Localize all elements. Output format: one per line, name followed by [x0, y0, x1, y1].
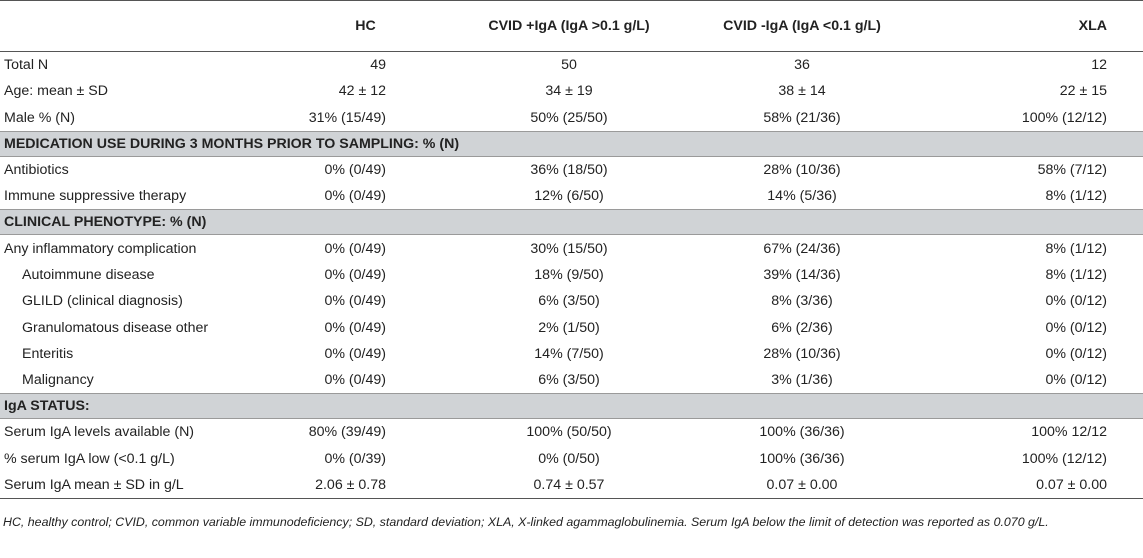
- table-row: [0, 367, 1143, 394]
- row-label: % serum IgA low (<0.1 g/L): [4, 450, 175, 467]
- row-label: Male % (N): [4, 109, 75, 126]
- cell-cvid-plus: 14% (7/50): [534, 345, 604, 362]
- cell-cvid-minus: 38 ± 14: [778, 83, 826, 100]
- section-title: MEDICATION USE DURING 3 MONTHS PRIOR TO SAMPLING: % (N): [0, 131, 1143, 156]
- cell-cvid-plus: 36% (18/50): [530, 162, 608, 179]
- cell-hc: 31% (15/49): [308, 109, 386, 126]
- section-header-clinical: [0, 210, 1143, 235]
- cell-cvid-plus: 6% (3/50): [538, 293, 600, 310]
- row-label: Granulomatous disease other: [22, 319, 209, 336]
- cell-cvid-minus: 36: [794, 57, 810, 74]
- cell-xla: 12: [1091, 57, 1107, 74]
- cell-cvid-plus: 0% (0/50): [538, 450, 600, 467]
- cell-cvid-plus: 6% (3/50): [538, 372, 600, 389]
- cell-cvid-plus: 2% (1/50): [538, 319, 600, 336]
- cell-hc: 0% (0/49): [324, 266, 386, 283]
- header-row: [0, 1, 1143, 52]
- cell-xla: 8% (1/12): [1045, 266, 1107, 283]
- table-row: [0, 314, 1143, 340]
- cell-cvid-minus: 0.07 ± 0.00: [679, 472, 925, 499]
- row-label: Enteritis: [22, 345, 74, 362]
- cell-xla: 0.07 ± 0.00: [925, 472, 1143, 499]
- header-cvid-plus-iga: CVID +IgA (IgA >0.1 g/L): [459, 1, 679, 52]
- table-row: [0, 156, 1143, 183]
- cell-cvid-plus: 34 ± 19: [545, 83, 593, 100]
- cell-cvid-plus: 0.74 ± 0.57: [459, 472, 679, 499]
- cell-cvid-minus: 28% (10/36): [763, 162, 841, 179]
- cell-cvid-minus: 39% (14/36): [763, 266, 841, 283]
- table-footnote: HC, healthy control; CVID, common variable immunodeficiency; SD, standard deviation; XLA, X-linked agammaglobulinemia. Serum IgA below the limit of detection was reported as 0.070 g/L.: [3, 515, 1049, 529]
- row-label: Total N: [4, 57, 49, 74]
- table-row: [0, 105, 1143, 132]
- cell-cvid-minus: 58% (21/36): [763, 109, 841, 126]
- header-hc: HC: [272, 1, 459, 52]
- cell-cvid-plus: 12% (6/50): [534, 188, 604, 205]
- cell-hc: 0% (0/49): [324, 293, 386, 310]
- cell-xla: 8% (1/12): [1045, 188, 1107, 205]
- cell-xla: 100% (12/12): [1021, 450, 1107, 467]
- table-row: [0, 419, 1143, 446]
- cell-cvid-plus: 50% (25/50): [530, 109, 608, 126]
- table-row: [0, 235, 1143, 262]
- cell-xla: 0% (0/12): [1045, 293, 1107, 310]
- cell-cvid-plus: 100% (50/50): [526, 424, 612, 441]
- row-label: Immune suppressive therapy: [4, 188, 187, 205]
- table-row: [0, 288, 1143, 314]
- cell-cvid-minus: 3% (1/36): [771, 372, 833, 389]
- header-blank: [0, 1, 272, 52]
- table-row: [0, 341, 1143, 367]
- row-label: Malignancy: [22, 372, 94, 389]
- row-label: Serum IgA levels available (N): [4, 424, 195, 441]
- row-label: Age: mean ± SD: [4, 83, 108, 100]
- row-label: Antibiotics: [4, 162, 69, 179]
- cell-xla: 0% (0/12): [1045, 372, 1107, 389]
- cell-cvid-plus: 50: [561, 57, 577, 74]
- cell-xla: 100% (12/12): [1021, 109, 1107, 126]
- cell-xla: 0% (0/12): [1045, 345, 1107, 362]
- table-row: [0, 446, 1143, 472]
- cell-hc: 0% (0/49): [324, 240, 386, 257]
- cell-cvid-minus: 8% (3/36): [771, 293, 833, 310]
- row-label: Any inflammatory complication: [4, 240, 197, 257]
- cell-xla: 100% 12/12: [1031, 424, 1107, 441]
- row-label: GLILD (clinical diagnosis): [22, 293, 183, 310]
- cell-cvid-plus: 18% (9/50): [534, 266, 604, 283]
- cell-xla: 22 ± 15: [1059, 83, 1107, 100]
- cell-cvid-plus: 30% (15/50): [530, 240, 608, 257]
- cell-cvid-minus: 28% (10/36): [763, 345, 841, 362]
- section-header-iga: [0, 394, 1143, 419]
- header-xla: XLA: [925, 1, 1143, 52]
- cell-xla: 8% (1/12): [1045, 240, 1107, 257]
- row-label: Serum IgA mean ± SD in g/L: [0, 472, 272, 499]
- cell-hc: 0% (0/39): [324, 450, 386, 467]
- row-label: Autoimmune disease: [22, 266, 155, 283]
- cell-hc: 80% (39/49): [308, 424, 386, 441]
- header-cvid-minus-iga: CVID -IgA (IgA <0.1 g/L): [679, 1, 925, 52]
- cell-hc: 49: [370, 57, 386, 74]
- table-row: [0, 262, 1143, 288]
- cell-xla: 0% (0/12): [1045, 319, 1107, 336]
- cell-xla: 58% (7/12): [1037, 162, 1107, 179]
- cell-cvid-minus: 100% (36/36): [759, 424, 845, 441]
- cell-hc: 0% (0/49): [324, 188, 386, 205]
- cell-hc: 0% (0/49): [324, 372, 386, 389]
- cell-hc: 2.06 ± 0.78: [272, 472, 459, 499]
- table-row: [0, 52, 1143, 79]
- cell-hc: 42 ± 12: [338, 83, 386, 100]
- table-row: [0, 472, 1143, 499]
- cell-hc: 0% (0/49): [324, 162, 386, 179]
- cell-cvid-minus: 100% (36/36): [759, 450, 845, 467]
- table-row: [0, 78, 1143, 104]
- cell-cvid-minus: 6% (2/36): [771, 319, 833, 336]
- section-header-medication: [0, 131, 1143, 156]
- cell-cvid-minus: 14% (5/36): [767, 188, 837, 205]
- cell-hc: 0% (0/49): [324, 319, 386, 336]
- cell-cvid-minus: 67% (24/36): [763, 240, 841, 257]
- cell-hc: 0% (0/49): [324, 345, 386, 362]
- table-row: [0, 183, 1143, 210]
- section-title: CLINICAL PHENOTYPE: % (N): [0, 210, 1143, 235]
- section-title: IgA STATUS:: [0, 394, 1143, 419]
